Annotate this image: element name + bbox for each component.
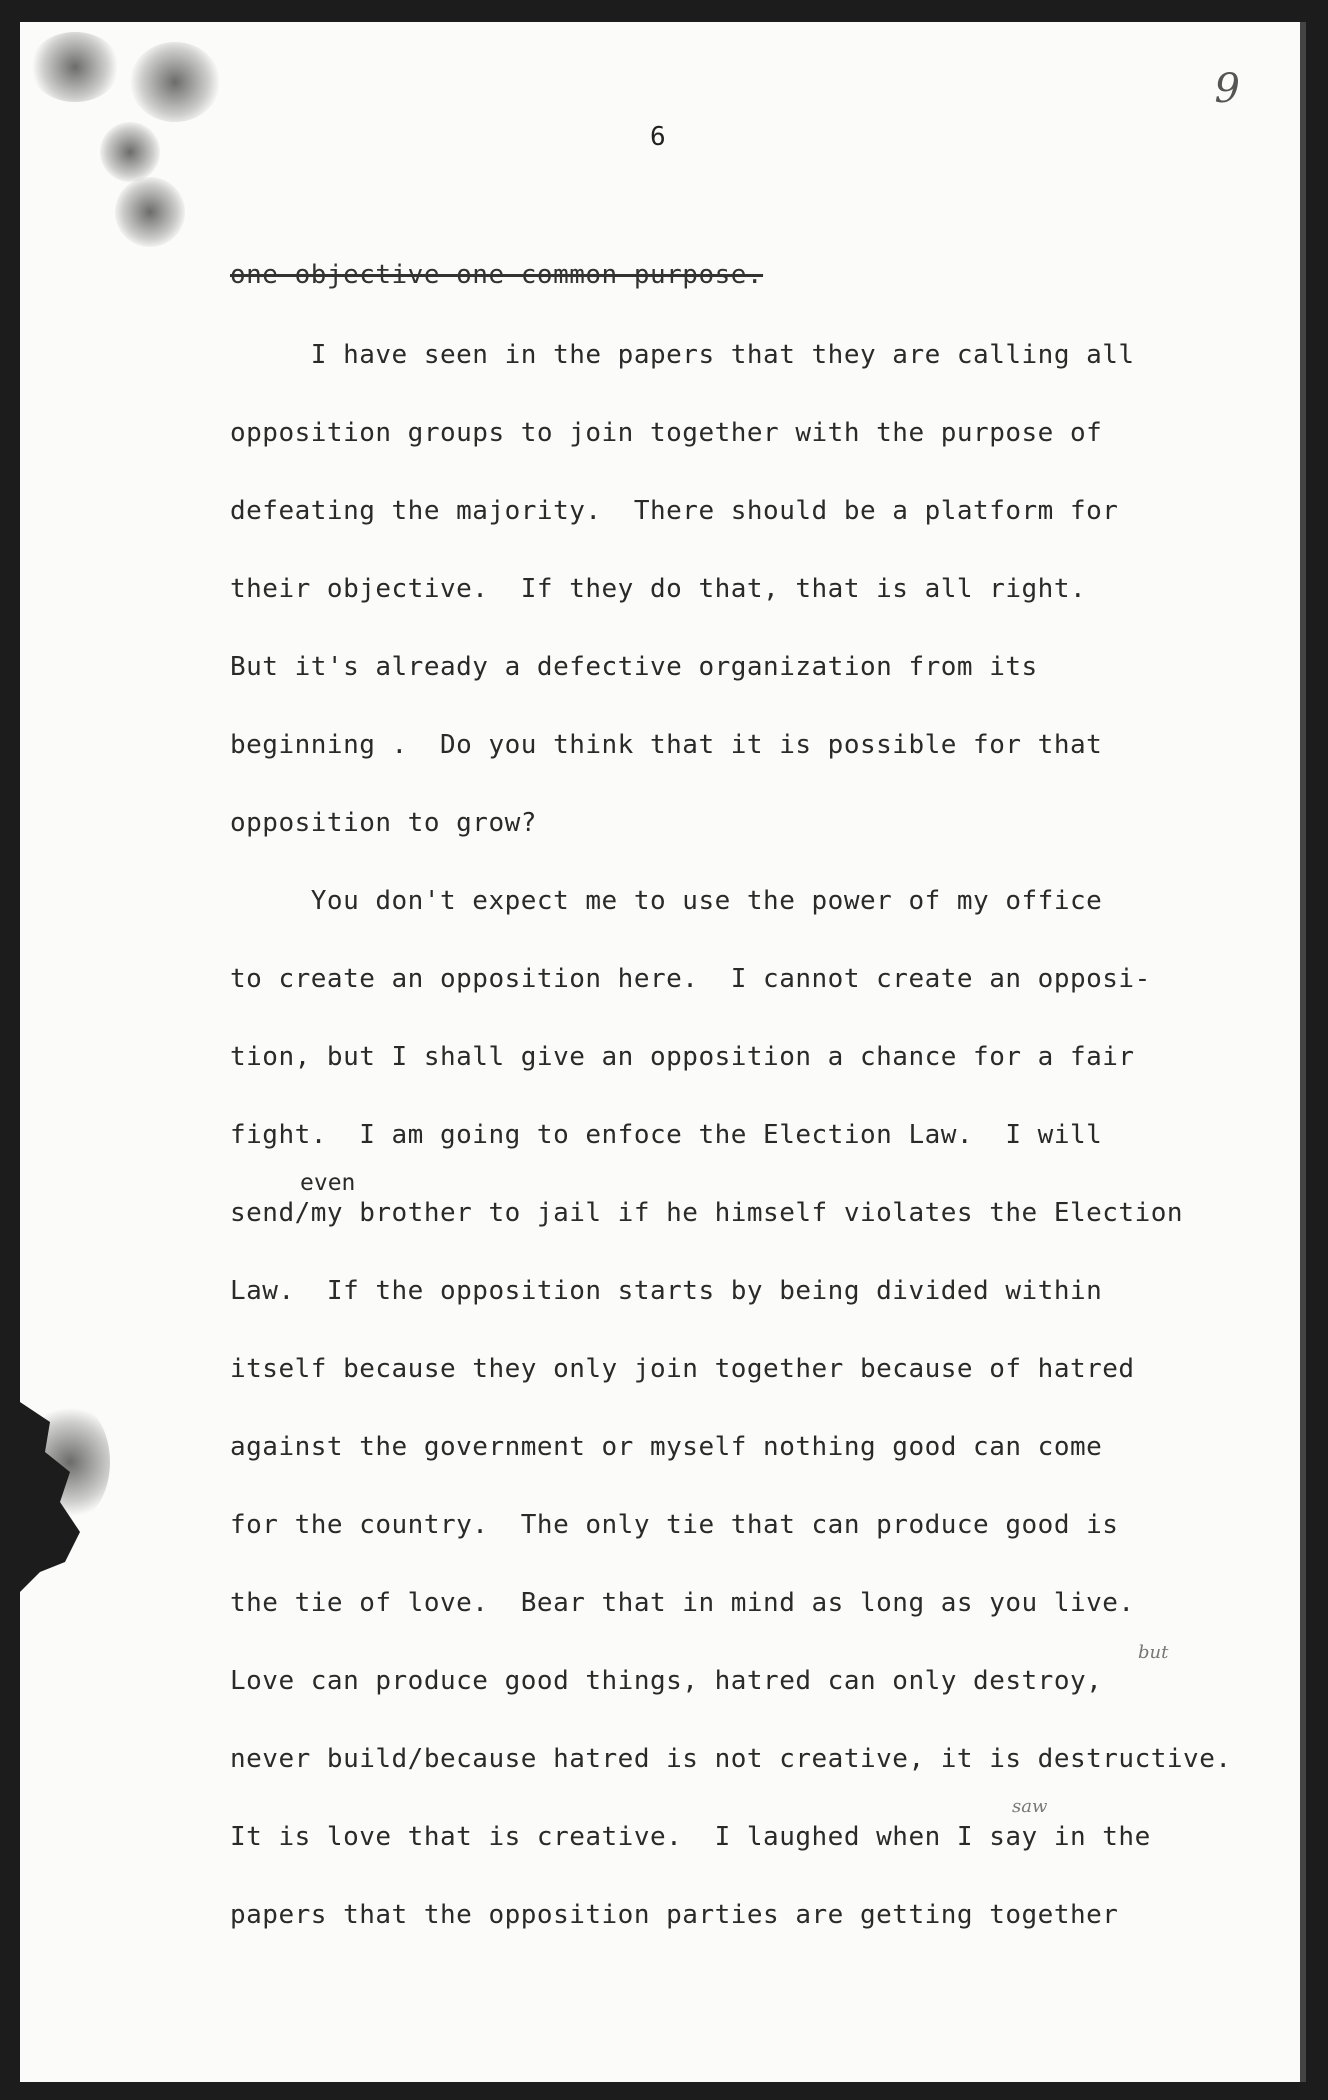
ink-stain <box>100 122 160 182</box>
text-line: papers that the opposition parties are getting together <box>230 1900 1119 1930</box>
text-line: itself because they only join together because of hatred <box>230 1354 1135 1384</box>
text-line: But it's already a defective organization from its <box>230 652 1038 682</box>
ink-stain <box>30 32 120 102</box>
text-line: send/my brother to jail if he himself violates the Election <box>230 1198 1184 1228</box>
text-line: I have seen in the papers that they are calling all <box>230 340 1135 370</box>
handwritten-annotation: but <box>1138 1642 1169 1663</box>
document-page <box>20 22 1306 2082</box>
text-line: tion, but I shall give an opposition a chance for a fair <box>230 1042 1135 1072</box>
text-line: You don't expect me to use the power of my office <box>230 886 1103 916</box>
text-line: against the government or myself nothing good can come <box>230 1432 1103 1462</box>
ink-stain <box>115 177 185 247</box>
text-line: fight. I am going to enfoce the Election Law. I will <box>230 1120 1103 1150</box>
text-line: It is love that is creative. I laughed when I say in the <box>230 1822 1151 1852</box>
inserted-word: even <box>300 1170 356 1196</box>
text-line: Love can produce good things, hatred can only destroy, <box>230 1666 1103 1696</box>
text-line: defeating the majority. There should be a platform for <box>230 496 1119 526</box>
handwritten-annotation: saw <box>1012 1796 1048 1817</box>
text-line: opposition groups to join together with the purpose of <box>230 418 1103 448</box>
page-folio-handwritten: 9 <box>1214 66 1240 112</box>
text-line: their objective. If they do that, that is all right. <box>230 574 1087 604</box>
torn-edge <box>20 1362 140 1642</box>
text-line: opposition to grow? <box>230 808 537 838</box>
ink-stain <box>130 42 220 122</box>
text-line: for the country. The only tie that can produce good is <box>230 1510 1119 1540</box>
text-line: never build/because hatred is not creative, it is destructive. <box>230 1744 1232 1774</box>
page-number: 6 <box>650 122 666 152</box>
text-line: to create an opposition here. I cannot create an opposi- <box>230 964 1151 994</box>
text-line: beginning . Do you think that it is possible for that <box>230 730 1103 760</box>
text-line: the tie of love. Bear that in mind as long as you live. <box>230 1588 1135 1618</box>
struck-line: one objective one common purpose. <box>230 260 764 290</box>
text-line: Law. If the opposition starts by being divided within <box>230 1276 1103 1306</box>
typed-text-block <box>230 22 1270 2022</box>
